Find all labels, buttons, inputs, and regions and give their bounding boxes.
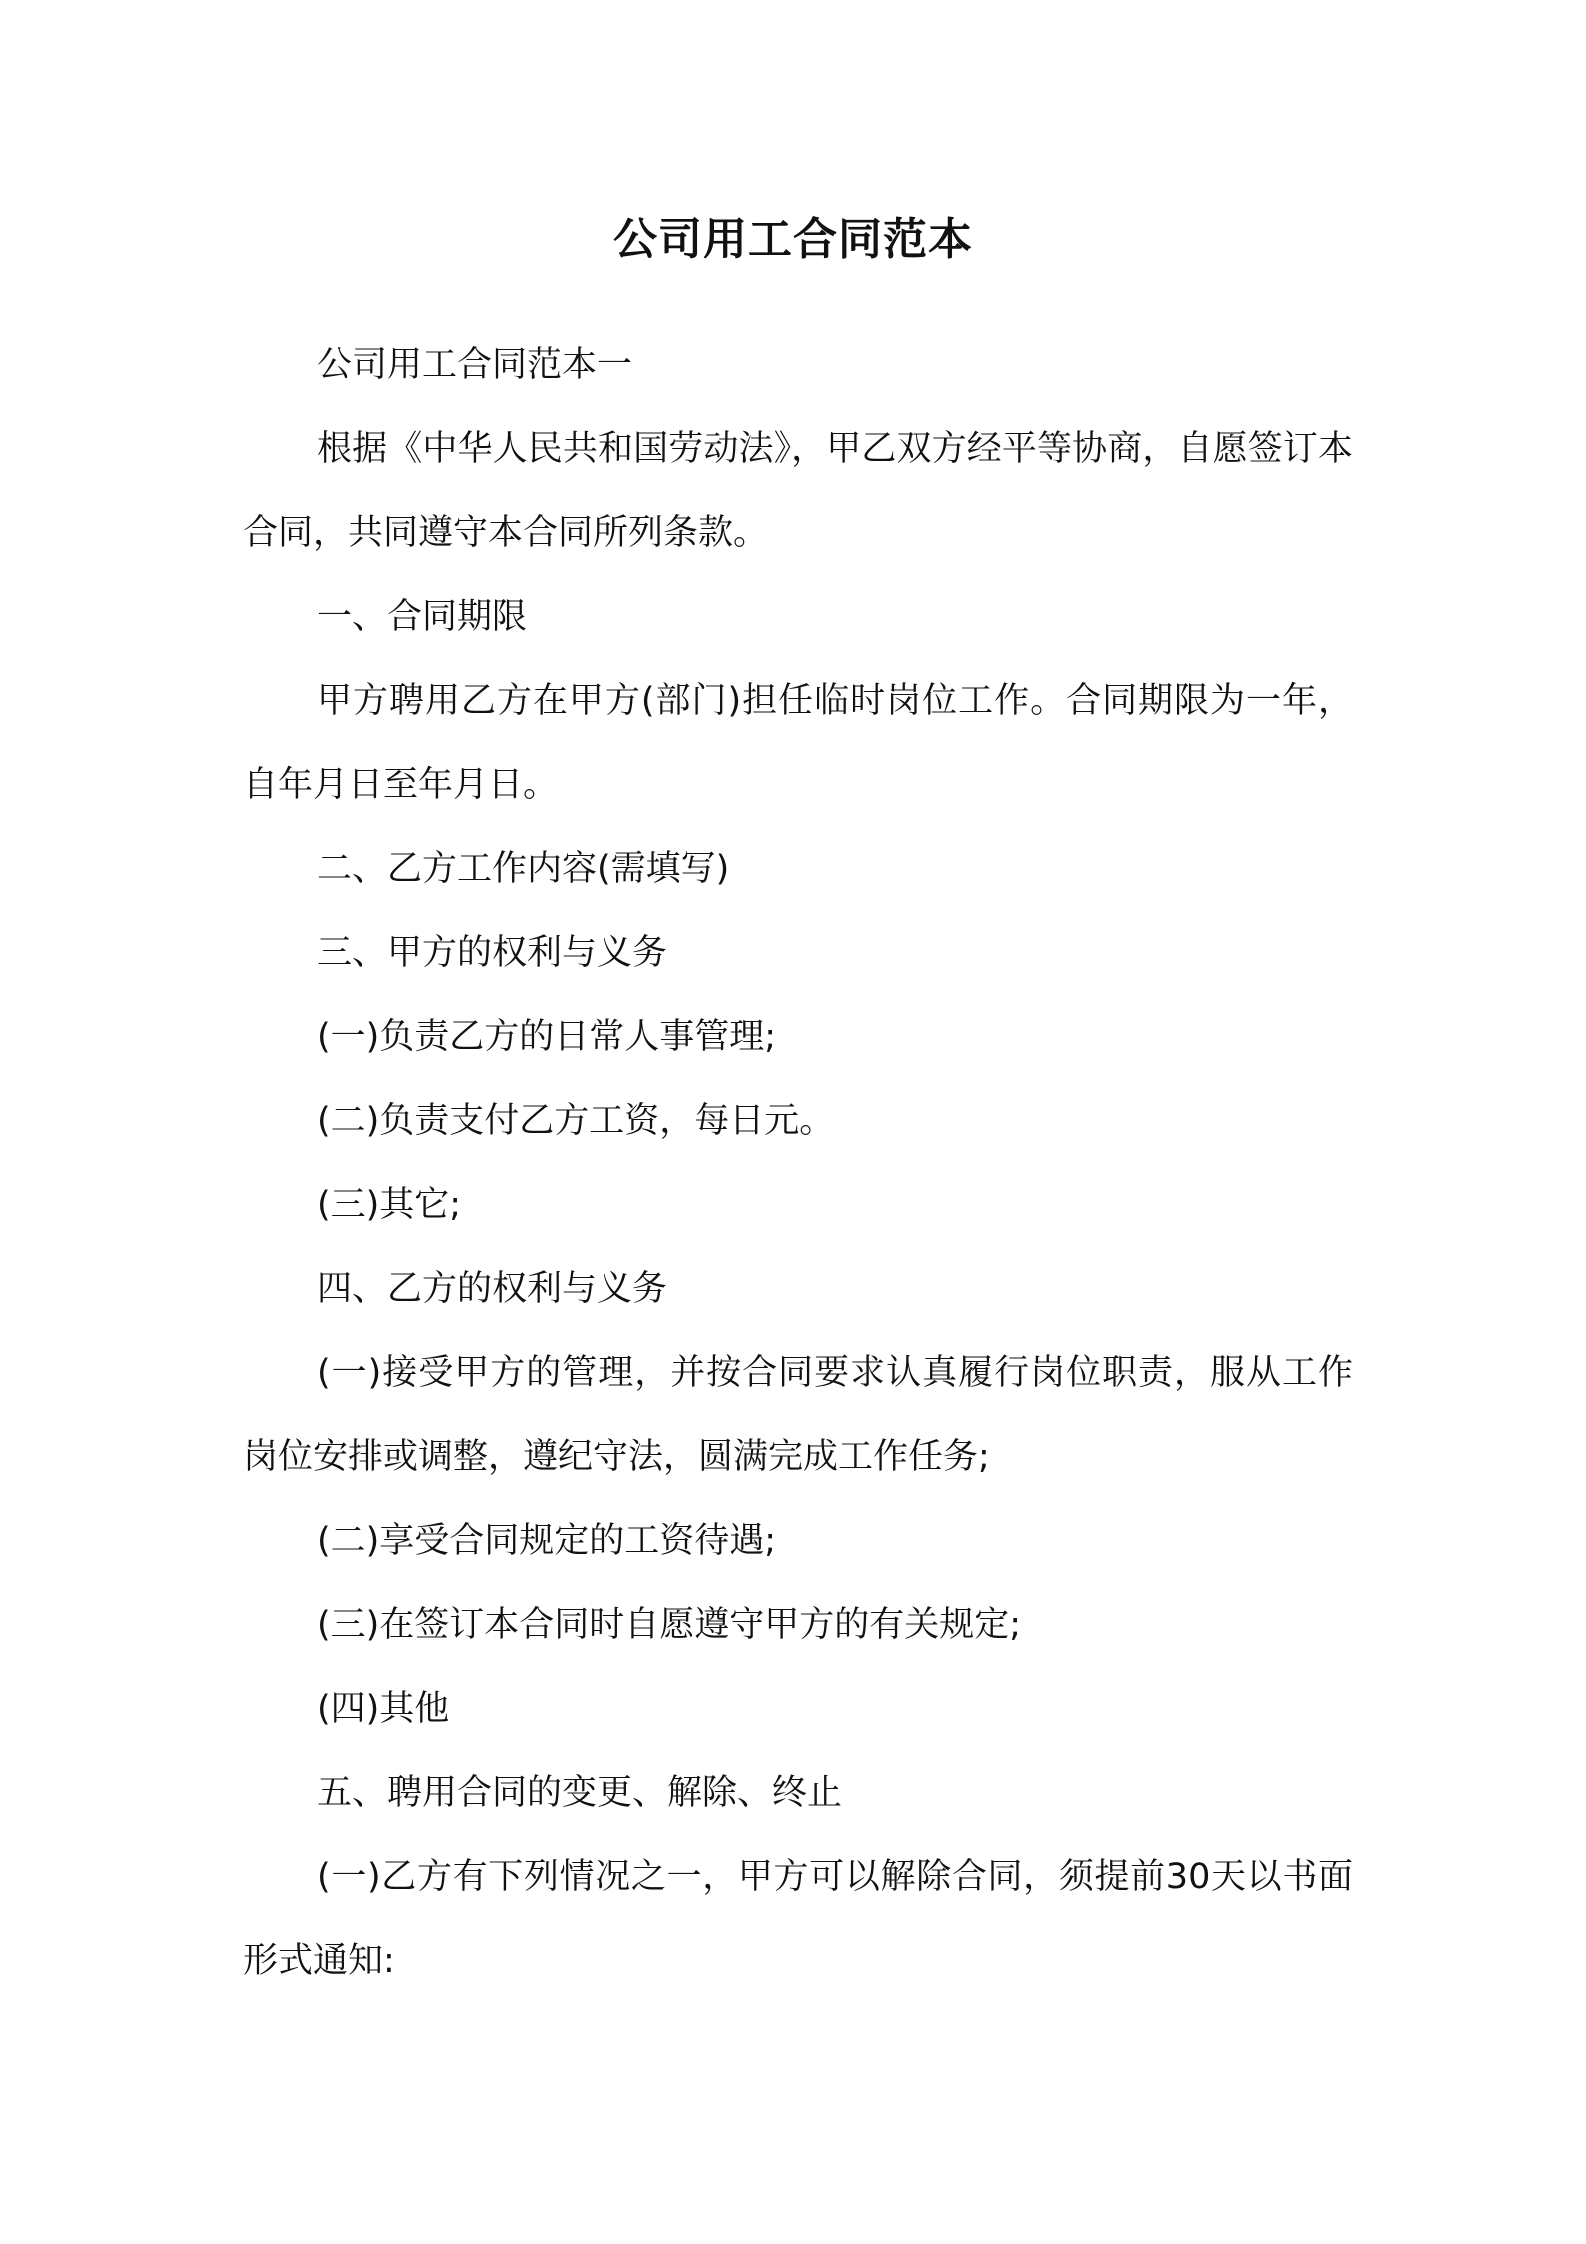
section-heading-party-b-rights: 四、乙方的权利与义务 — [317, 1269, 668, 1309]
list-item-b-2: (二)享受合同规定的工资待遇; — [317, 1521, 777, 1561]
section-heading-party-a-rights: 三、甲方的权利与义务 — [317, 933, 668, 973]
document-body — [243, 323, 1353, 2003]
document-title: 公司用工合同范本 — [613, 214, 973, 265]
list-item-a-2: (二)负责支付乙方工资，每日元。 — [317, 1101, 835, 1141]
list-item-a-1: (一)负责乙方的日常人事管理; — [317, 1017, 777, 1057]
paragraph-subtitle: 公司用工合同范本一 — [317, 345, 633, 385]
section-heading-work-content: 二、乙方工作内容(需填写) — [317, 849, 730, 889]
list-item-b-3: (三)在签订本合同时自愿遵守甲方的有关规定; — [317, 1605, 1022, 1645]
section-heading-term: 一、合同期限 — [317, 597, 528, 637]
list-item-b-4: (四)其他 — [317, 1689, 450, 1729]
section-heading-contract-change: 五、聘用合同的变更、解除、终止 — [317, 1773, 843, 1813]
list-item-a-3: (三)其它; — [317, 1185, 462, 1225]
paragraph-term-detail: 甲方聘用乙方在甲方(部门)担任临时岗位工作。合同期限为一年，自年月日至年月日。 — [243, 681, 1353, 805]
list-item-b-1: (一)接受甲方的管理，并按合同要求认真履行岗位职责，服从工作岗位安排或调整，遵纪守法，圆满完成工作任务; — [243, 1353, 1353, 1477]
list-item-change-1: (一)乙方有下列情况之一，甲方可以解除合同，须提前30天以书面形式通知: — [243, 1857, 1353, 1981]
paragraph-preamble: 根据《中华人民共和国劳动法》，甲乙双方经平等协商，自愿签订本合同，共同遵守本合同所列条款。 — [243, 429, 1353, 553]
